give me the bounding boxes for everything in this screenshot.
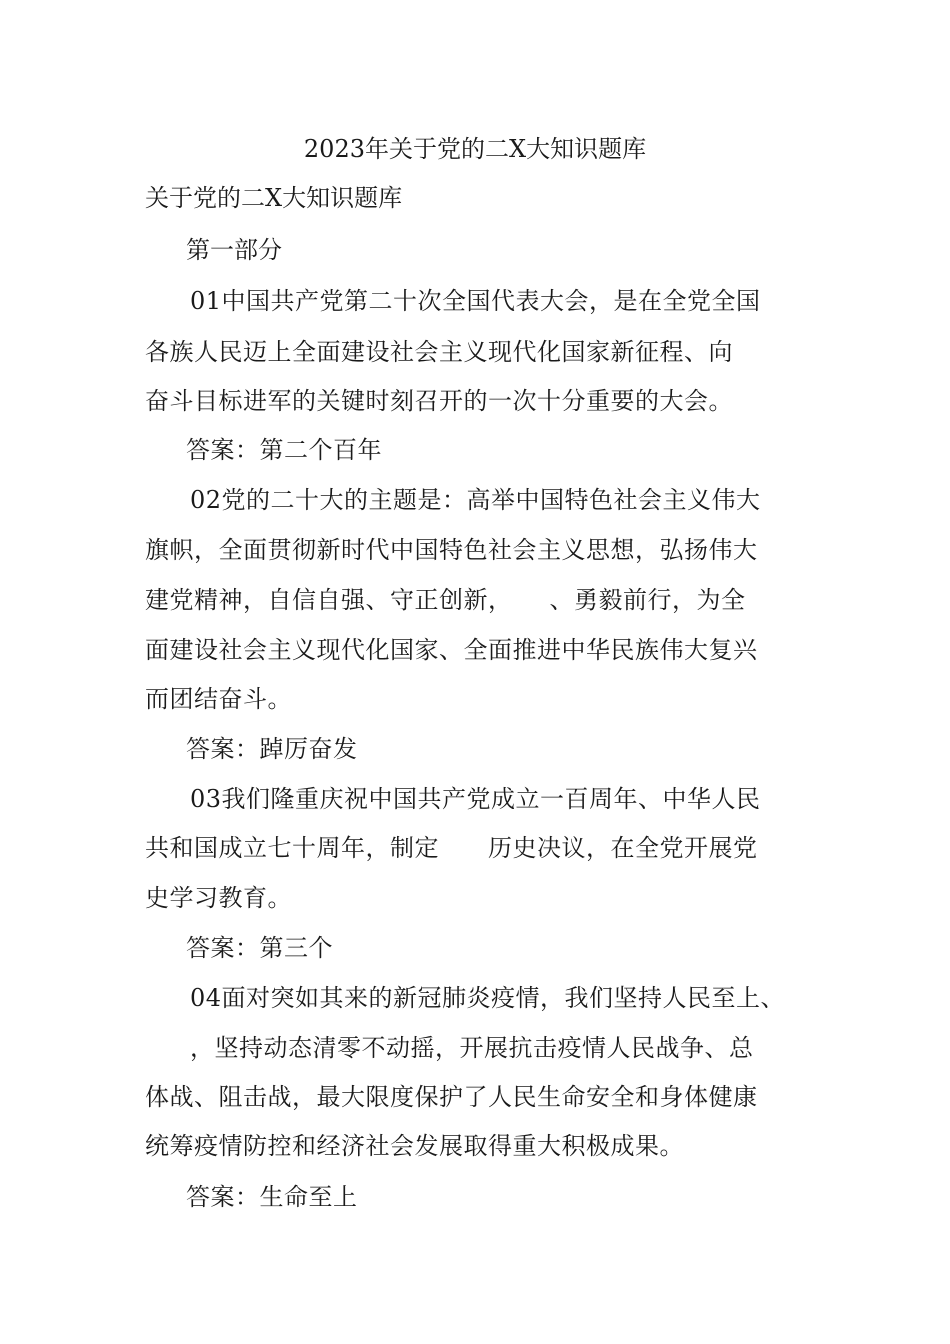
question-1-line-3: 奋斗目标进军的关键时刻召开的一次十分重要的大会。 (145, 387, 733, 415)
section-heading: 第一部分 (186, 236, 282, 264)
question-2-line-5: 而团结奋斗。 (145, 685, 292, 713)
question-4-answer: 答案：生命至上 (186, 1183, 358, 1211)
question-1-line-1: 01中国共产党第二十次全国代表大会，是在全党全国 (190, 287, 761, 315)
question-4-line-3: 体战、阻击战，最大限度保护了人民生命安全和身体健康 (145, 1083, 758, 1111)
question-3-line-3: 史学习教育。 (145, 884, 292, 912)
question-4-line-2: ，坚持动态清零不动摇，开展抗击疫情人民战争、总 (190, 1034, 754, 1062)
question-2-line-3: 建党精神，自信自强、守正创新， 、勇毅前行，为全 (145, 586, 746, 614)
question-1-answer: 答案：第二个百年 (186, 436, 382, 464)
question-2-line-4: 面建设社会主义现代化国家、全面推进中华民族伟大复兴 (145, 636, 758, 664)
question-3-line-1: 03我们隆重庆祝中国共产党成立一百周年、中华人民 (190, 785, 761, 813)
question-1-line-2: 各族人民迈上全面建设社会主义现代化国家新征程、向 (145, 338, 733, 366)
question-3-answer: 答案：第三个 (186, 934, 333, 962)
document-subtitle: 关于党的二X大知识题库 (145, 184, 403, 212)
question-4-line-4: 统筹疫情防控和经济社会发展取得重大积极成果。 (145, 1132, 684, 1160)
question-2-line-2: 旗帜，全面贯彻新时代中国特色社会主义思想，弘扬伟大 (145, 536, 758, 564)
question-3-line-2: 共和国成立七十周年，制定 历史决议，在全党开展党 (145, 834, 758, 862)
question-2-answer: 答案：踔厉奋发 (186, 735, 358, 763)
document-title: 2023年关于党的二X大知识题库 (303, 135, 647, 163)
question-4-line-1: 04面对突如其来的新冠肺炎疫情，我们坚持人民至上、 (190, 984, 786, 1012)
question-2-line-1: 02党的二十大的主题是：高举中国特色社会主义伟大 (190, 486, 761, 514)
